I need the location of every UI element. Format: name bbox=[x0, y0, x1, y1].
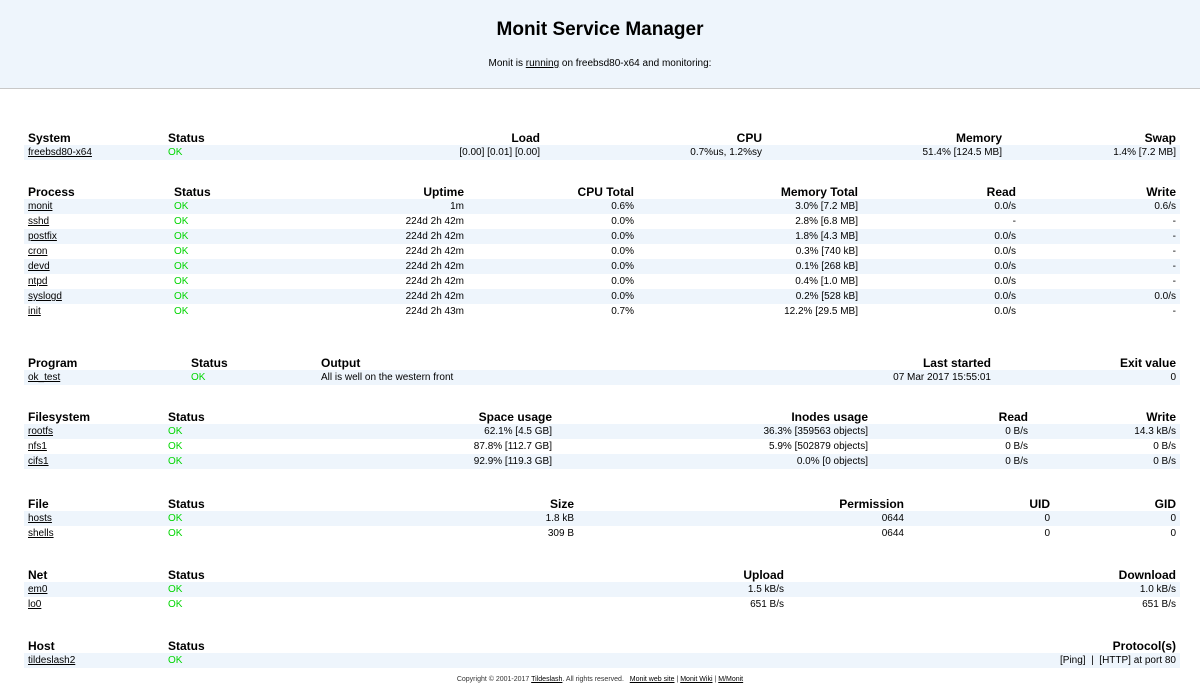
rights-text: . All rights reserved. bbox=[562, 676, 624, 683]
page-subtitle bbox=[0, 58, 1200, 69]
inodes-value: 0.0% [0 objects] bbox=[556, 454, 872, 469]
process-link[interactable]: cron bbox=[28, 246, 48, 257]
status-ok: OK bbox=[187, 370, 317, 385]
upload-value: 1.5 kB/s bbox=[264, 582, 788, 597]
col-header-space-usage: Space usage bbox=[478, 410, 552, 424]
col-header-status: Status bbox=[168, 131, 205, 145]
status-ok: OK bbox=[164, 424, 264, 439]
page-title: Monit Service Manager bbox=[496, 19, 704, 40]
table-row bbox=[24, 289, 1180, 304]
uid-value: 0 bbox=[1044, 528, 1050, 539]
swap-value: 1.4% [7.2 MB] bbox=[1006, 145, 1180, 160]
table-row bbox=[24, 274, 1180, 289]
write-value: - bbox=[1172, 216, 1176, 227]
cpu-value: 0.0% bbox=[468, 229, 638, 244]
company-link[interactable]: Tildeslash bbox=[531, 676, 563, 683]
status-ok: OK bbox=[170, 289, 270, 304]
uptime-value: 224d 2h 42m bbox=[270, 229, 468, 244]
col-header-status: Status bbox=[168, 639, 205, 653]
inodes-value: 5.9% [502879 objects] bbox=[769, 441, 868, 452]
write-value: - bbox=[1172, 246, 1176, 257]
filesystem-link[interactable]: nfs1 bbox=[28, 441, 47, 452]
cpu-value: 0.0% bbox=[611, 216, 634, 227]
read-value: 0 B/s bbox=[872, 454, 1032, 469]
cpu-value: 0.0% bbox=[611, 276, 634, 287]
filesystem-link[interactable]: rootfs bbox=[28, 426, 54, 437]
space-value: 62.1% [4.5 GB] bbox=[264, 424, 556, 439]
col-header-read: Read bbox=[998, 410, 1028, 424]
col-header-program: Program bbox=[28, 356, 78, 370]
col-header-read: Read bbox=[986, 185, 1016, 199]
memory-value: 3.0% [7.2 MB] bbox=[638, 199, 862, 214]
status-ok: OK bbox=[174, 246, 189, 257]
copyright-text: Copyright © 2001-2017 bbox=[456, 676, 530, 683]
table-row bbox=[24, 145, 1180, 160]
status-ok: OK bbox=[164, 582, 264, 597]
col-header-host: Host bbox=[28, 639, 55, 653]
col-header-load: Load bbox=[511, 131, 540, 145]
process-link[interactable]: postfix bbox=[28, 231, 57, 242]
host-link[interactable]: tildeslash2 bbox=[28, 655, 76, 666]
output-value: All is well on the western front bbox=[317, 370, 747, 385]
process-link[interactable]: ntpd bbox=[28, 276, 48, 287]
mmonit-link[interactable]: M/Monit bbox=[718, 676, 744, 683]
uptime-value: 224d 2h 42m bbox=[270, 259, 468, 274]
status-ok: OK bbox=[174, 306, 189, 317]
table-row bbox=[24, 454, 1180, 469]
col-header-status: Status bbox=[168, 410, 205, 424]
write-value: 0.6/s bbox=[1020, 199, 1180, 214]
col-header-cpu-total: CPU Total bbox=[577, 185, 634, 199]
cpu-value: 0.0% bbox=[468, 289, 638, 304]
col-header-swap: Swap bbox=[1144, 131, 1176, 145]
read-value: 0.0/s bbox=[994, 306, 1016, 317]
write-value: 0 B/s bbox=[1153, 441, 1176, 452]
col-header-protocols: Protocol(s) bbox=[1112, 639, 1176, 653]
read-value: 0.0/s bbox=[862, 289, 1020, 304]
system-link[interactable]: freebsd80-x64 bbox=[28, 147, 92, 158]
page-footer bbox=[0, 676, 1200, 683]
memory-value: 1.8% [4.3 MB] bbox=[638, 229, 862, 244]
process-link[interactable]: devd bbox=[28, 261, 50, 272]
footer-separator: | bbox=[714, 676, 717, 683]
process-link[interactable]: init bbox=[28, 306, 41, 317]
write-value: - bbox=[1172, 306, 1176, 317]
col-header-process: Process bbox=[28, 185, 75, 199]
status-ok: OK bbox=[168, 528, 183, 539]
permission-value: 0644 bbox=[881, 528, 904, 539]
filesystem-link[interactable]: cifs1 bbox=[28, 456, 49, 467]
table-row bbox=[24, 439, 1180, 454]
col-header-download: Download bbox=[1118, 568, 1176, 582]
col-header-write: Write bbox=[1146, 185, 1176, 199]
exit-value: 0 bbox=[995, 370, 1180, 385]
status-ok: OK bbox=[164, 511, 264, 526]
status-ok: OK bbox=[174, 216, 189, 227]
table-row bbox=[24, 424, 1180, 439]
table-row bbox=[24, 511, 1180, 526]
col-header-status: Status bbox=[191, 356, 228, 370]
col-header-last-started: Last started bbox=[922, 356, 991, 370]
program-link[interactable]: ok_test bbox=[28, 372, 61, 383]
size-value: 1.8 kB bbox=[264, 511, 578, 526]
col-header-system: System bbox=[28, 131, 71, 145]
col-header-output: Output bbox=[321, 356, 361, 370]
memory-value: 0.2% [528 kB] bbox=[638, 289, 862, 304]
monit-wiki-link[interactable]: Monit Wiki bbox=[680, 676, 713, 683]
net-link[interactable]: em0 bbox=[28, 584, 48, 595]
last-started-value: 07 Mar 2017 15:55:01 bbox=[747, 370, 995, 385]
read-value: 0.0/s bbox=[862, 229, 1020, 244]
process-table bbox=[24, 179, 1180, 319]
net-link[interactable]: lo0 bbox=[28, 599, 42, 610]
table-row bbox=[24, 229, 1180, 244]
uptime-value: 224d 2h 43m bbox=[405, 306, 464, 317]
write-value: - bbox=[1020, 229, 1180, 244]
col-header-cpu: CPU bbox=[736, 131, 762, 145]
download-value: 651 B/s bbox=[1142, 599, 1176, 610]
write-value: - bbox=[1020, 259, 1180, 274]
status-ok: OK bbox=[164, 653, 264, 668]
gid-value: 0 bbox=[1054, 511, 1180, 526]
process-link[interactable]: sshd bbox=[28, 216, 50, 227]
col-header-gid: GID bbox=[1154, 497, 1176, 511]
col-header-uptime: Uptime bbox=[423, 185, 464, 199]
table-row bbox=[24, 653, 1180, 668]
col-header-status: Status bbox=[168, 568, 205, 582]
running-link[interactable]: running bbox=[525, 58, 560, 69]
net-table bbox=[24, 562, 1180, 612]
col-header-write: Write bbox=[1146, 410, 1176, 424]
status-ok: OK bbox=[174, 276, 189, 287]
uid-value: 0 bbox=[908, 511, 1054, 526]
status-ok: OK bbox=[170, 229, 270, 244]
col-header-net: Net bbox=[28, 568, 48, 582]
col-header-upload: Upload bbox=[743, 568, 784, 582]
memory-value: 0.1% [268 kB] bbox=[638, 259, 862, 274]
col-header-filesystem: Filesystem bbox=[28, 410, 91, 424]
col-header-status: Status bbox=[174, 185, 211, 199]
table-row bbox=[24, 597, 1180, 612]
load-value: [0.00] [0.01] [0.00] bbox=[264, 145, 544, 160]
read-value: 0 B/s bbox=[872, 424, 1032, 439]
col-header-size: Size bbox=[549, 497, 574, 511]
table-row bbox=[24, 370, 1180, 385]
col-header-status: Status bbox=[168, 497, 205, 511]
process-link[interactable]: syslogd bbox=[28, 291, 62, 302]
read-value: 0.0/s bbox=[994, 276, 1016, 287]
col-header-memory: Memory bbox=[955, 131, 1002, 145]
program-table bbox=[24, 350, 1180, 385]
status-ok: OK bbox=[168, 599, 183, 610]
col-header-exit-value: Exit value bbox=[1119, 356, 1176, 370]
uptime-value: 224d 2h 42m bbox=[405, 216, 464, 227]
file-table bbox=[24, 491, 1180, 541]
subtitle-prefix: Monit is bbox=[488, 58, 523, 69]
uptime-value: 224d 2h 42m bbox=[270, 289, 468, 304]
status-ok: OK bbox=[164, 454, 264, 469]
write-value: 0 B/s bbox=[1032, 454, 1180, 469]
table-row bbox=[24, 259, 1180, 274]
status-ok: OK bbox=[170, 259, 270, 274]
status-ok: OK bbox=[164, 145, 264, 160]
cpu-value: 0.7% bbox=[611, 306, 634, 317]
subtitle-suffix: on freebsd80-x64 and monitoring: bbox=[561, 58, 712, 69]
read-value: 0.0/s bbox=[862, 259, 1020, 274]
monit-web-site-link[interactable]: Monit web site bbox=[629, 676, 675, 683]
space-value: 87.8% [112.7 GB] bbox=[473, 441, 552, 452]
col-header-uid: UID bbox=[1029, 497, 1050, 511]
write-value: 0.0/s bbox=[1020, 289, 1180, 304]
status-ok: OK bbox=[168, 441, 183, 452]
upload-value: 651 B/s bbox=[750, 599, 784, 610]
memory-value: 51.4% [124.5 MB] bbox=[766, 145, 1006, 160]
write-value: - bbox=[1172, 276, 1176, 287]
cpu-value: 0.7%us, 1.2%sy bbox=[544, 145, 766, 160]
table-row bbox=[24, 244, 1180, 259]
space-value: 92.9% [119.3 GB] bbox=[264, 454, 556, 469]
read-value: 0 B/s bbox=[1005, 441, 1028, 452]
read-value: 0.0/s bbox=[994, 246, 1016, 257]
filesystem-table bbox=[24, 404, 1180, 469]
table-row bbox=[24, 304, 1180, 319]
table-row bbox=[24, 526, 1180, 541]
cpu-value: 0.0% bbox=[611, 246, 634, 257]
col-header-permission: Permission bbox=[839, 497, 904, 511]
inodes-value: 36.3% [359563 objects] bbox=[556, 424, 872, 439]
memory-value: 2.8% [6.8 MB] bbox=[795, 216, 858, 227]
memory-value: 0.3% [740 kB] bbox=[795, 246, 858, 257]
read-value: - bbox=[1012, 216, 1016, 227]
col-header-inodes-usage: Inodes usage bbox=[791, 410, 868, 424]
cpu-value: 0.0% bbox=[468, 259, 638, 274]
page-header bbox=[0, 0, 1200, 89]
table-row bbox=[24, 582, 1180, 597]
system-table bbox=[24, 125, 1180, 160]
uptime-value: 1m bbox=[270, 199, 468, 214]
host-table bbox=[24, 633, 1180, 668]
file-link[interactable]: hosts bbox=[28, 513, 52, 524]
gid-value: 0 bbox=[1170, 528, 1176, 539]
download-value: 1.0 kB/s bbox=[788, 582, 1180, 597]
table-row bbox=[24, 199, 1180, 214]
permission-value: 0644 bbox=[578, 511, 908, 526]
table-row bbox=[24, 214, 1180, 229]
memory-value: 0.4% [1.0 MB] bbox=[795, 276, 858, 287]
write-value: 14.3 kB/s bbox=[1032, 424, 1180, 439]
cpu-value: 0.6% bbox=[468, 199, 638, 214]
footer-separator: | bbox=[676, 676, 679, 683]
memory-value: 12.2% [29.5 MB] bbox=[784, 306, 858, 317]
uptime-value: 224d 2h 42m bbox=[405, 246, 464, 257]
file-link[interactable]: shells bbox=[28, 528, 54, 539]
uptime-value: 224d 2h 42m bbox=[405, 276, 464, 287]
col-header-file: File bbox=[28, 497, 49, 511]
col-header-memory-total: Memory Total bbox=[780, 185, 858, 199]
process-link[interactable]: monit bbox=[28, 201, 53, 212]
status-ok: OK bbox=[170, 199, 270, 214]
protocols-value: [Ping] | [HTTP] at port 80 bbox=[264, 653, 1180, 668]
size-value: 309 B bbox=[547, 528, 574, 539]
read-value: 0.0/s bbox=[862, 199, 1020, 214]
